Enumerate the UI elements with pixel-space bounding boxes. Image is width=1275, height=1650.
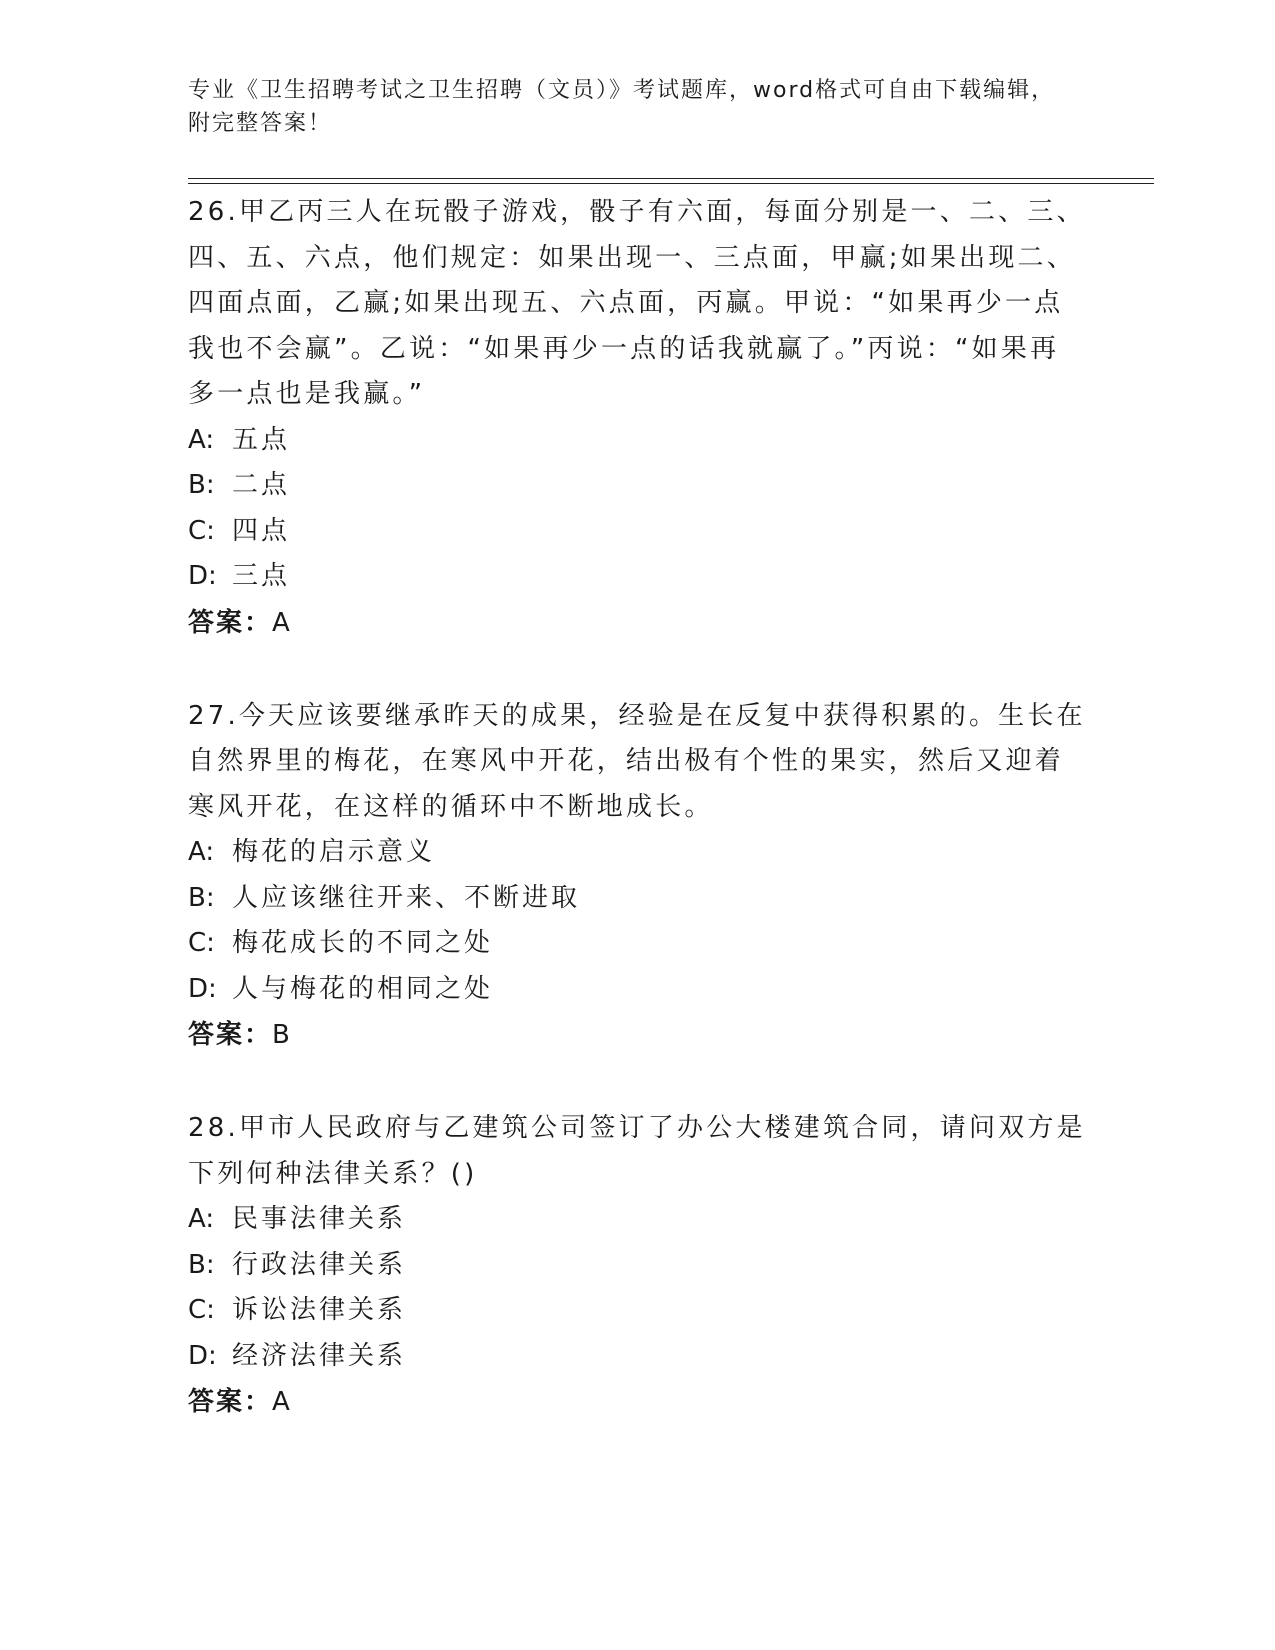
question-28 [188,1106,1088,1425]
document-header: 专业《卫生招聘考试之卫生招聘（文员）》考试题库，word格式可自由下载编辑，附完整答案！ [188,78,1056,136]
option-a [188,1197,1088,1243]
option-text: 经济法律关系 [232,1340,407,1371]
question-list [188,190,1088,1473]
question-stem: 27.今天应该要继承昨天的成果，经验是在反复中获得积累的。生长在自然界里的梅花，在寒风中开花，结出极有个性的果实，然后又迎着寒风开花，在这样的循环中不断地成长。 [188,700,1086,822]
option-text: 诉讼法律关系 [232,1295,407,1325]
answer-label: 答案： [188,1020,273,1050]
option-letter: A: [188,424,215,455]
option-a [188,830,1088,876]
answer-line [188,600,1088,646]
option-b [188,1243,1088,1289]
question-stem: 26.甲乙丙三人在玩骰子游戏，骰子有六面，每面分别是一、二、三、四、五、六点，他们规定：如果出现一、三点面，甲赢;如果出现二、四面点面，乙赢;如果出现五、六点面，丙赢。甲说：“如果再少一点我也不会赢”。乙说：“如果再少一点的话我就赢了。”丙说：“如果再多一点也是我赢。” [188,197,1086,409]
option-text: 三点 [232,561,291,591]
answer-value: B [272,1020,292,1050]
answer-label: 答案： [188,607,273,638]
option-c [188,1288,1088,1334]
option-text: 人与梅花的相同之处 [232,973,494,1004]
option-text: 五点 [232,424,291,455]
option-letter: D: [188,561,217,591]
option-text: 二点 [232,470,291,500]
option-letter: B: [188,470,215,500]
option-letter: B: [188,882,215,913]
option-text: 行政法律关系 [232,1249,407,1280]
question-26 [188,190,1088,646]
question-27 [188,694,1088,1059]
option-text: 人应该继往开来、不断进取 [232,882,581,913]
option-text: 梅花的启示意义 [232,837,436,867]
answer-line [188,1012,1088,1058]
option-text: 四点 [232,515,291,546]
header-divider-top [188,178,1154,179]
option-letter: D: [188,973,217,1004]
answer-line [188,1379,1088,1425]
option-letter: C: [188,928,215,958]
option-letter: A: [188,1204,215,1234]
option-d [188,1334,1088,1380]
option-c [188,509,1088,555]
option-b [188,463,1088,509]
answer-value: A [272,1387,292,1417]
header-divider-bottom [188,183,1154,184]
answer-label: 答案： [188,1387,273,1417]
option-letter: D: [188,1340,217,1371]
option-letter: C: [188,1295,215,1325]
option-letter: B: [188,1249,215,1280]
option-c [188,921,1088,967]
question-stem: 28.甲市人民政府与乙建筑公司签订了办公大楼建筑合同，请问双方是下列何种法律关系？() [188,1113,1086,1189]
answer-value: A [272,607,292,638]
option-text: 民事法律关系 [232,1204,407,1234]
option-letter: A: [188,837,215,867]
option-text: 梅花成长的不同之处 [232,928,494,958]
option-d [188,967,1088,1013]
option-b [188,876,1088,922]
option-d [188,554,1088,600]
option-a [188,418,1088,464]
option-letter: C: [188,515,215,546]
